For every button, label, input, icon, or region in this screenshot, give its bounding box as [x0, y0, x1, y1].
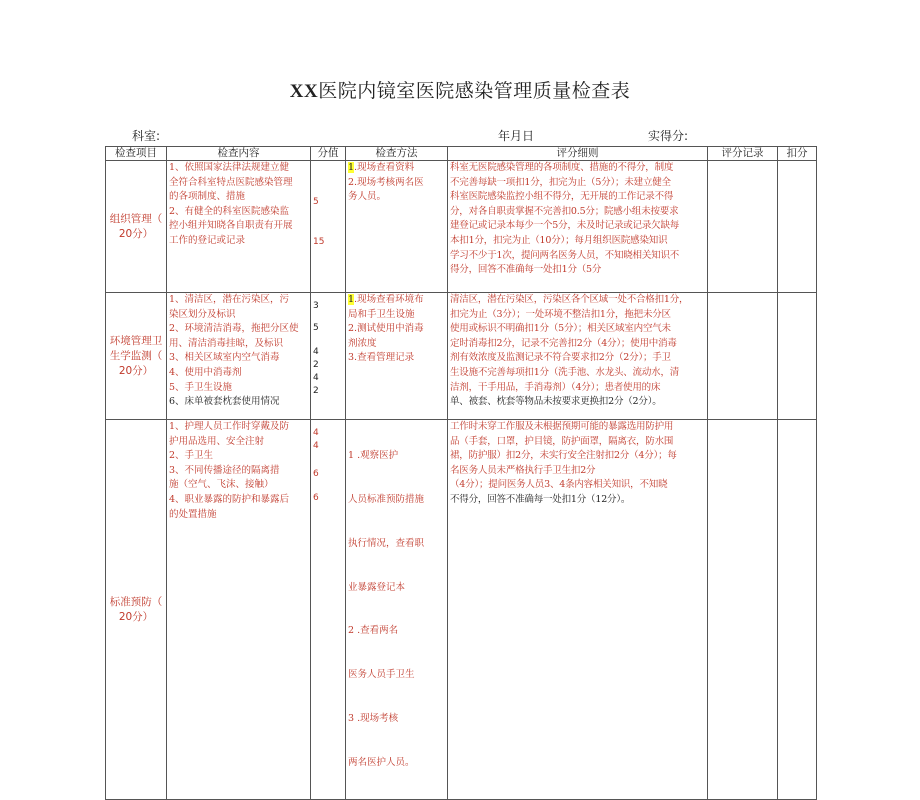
table-row [106, 293, 817, 420]
header-deduct: 扣分 [778, 147, 817, 161]
check-content: 1、依照国家法律法规建立健 全符合科室特点医院感染管理 的各项制度、措施 2、有健全的科室医院感染监 控小组并知晓各自职责有开展 工作的登记或记录 [167, 161, 311, 293]
check-item: 组织管理（ 20分） [106, 161, 167, 293]
header-detail: 评分细则 [448, 147, 708, 161]
table-header-row [106, 147, 817, 161]
table-row [106, 161, 817, 293]
header-item: 检查项目 [106, 147, 167, 161]
date-label: 年月日 [498, 129, 535, 143]
check-method: 1 .观察医护 人员标准预防措施 执行情况，查看职 业暴露登记本 2 .查看两名 医务人员手卫生 3 .现场考核 两名医护人员。 [346, 420, 448, 800]
score-record-cell[interactable] [708, 161, 778, 293]
score-record-cell[interactable] [708, 420, 778, 800]
score-detail: 清洁区，潜在污染区，污染区各个区域一处不合格扣1分， 扣完为止（3分）；一处环境不整洁扣1分，拖把未分区 使用或标识不明确扣1分（5分）；相关区域室内空气未 定时消毒扣2分，记录不完善扣2分（4分）；使用中消毒 剂有效浓度及监测记录不符合要求扣2分（2分）；手卫 生设施不完善每项扣1分（洗手池、水龙头、流动水，清 洁剂，干手用品，手消毒剂）（4分）；患者使用的床 单、被套、枕套等物品未按要求更换扣2分（2分）。 [448, 293, 708, 420]
header-record: 评分记录 [708, 147, 778, 161]
header-score: 分值 [311, 147, 346, 161]
header-method: 检查方法 [346, 147, 448, 161]
table-row [106, 420, 817, 800]
score-value: 3 5 4 2 4 2 [311, 293, 346, 420]
method-line: .现场查看资料 [354, 162, 415, 173]
score-value: 5 15 [311, 161, 346, 293]
check-item: 环境管理卫 生学监测（ 20分） [106, 293, 167, 420]
check-item: 标准预防（ 20分） [106, 420, 167, 800]
deduct-cell[interactable] [778, 293, 817, 420]
title-main: 医院内镜室医院感染管理质量检查表 [318, 80, 631, 102]
check-method: 1.现场查看资料 2.现场考核两名医 务人员。 [346, 161, 448, 293]
inspection-table [105, 146, 817, 800]
department-label: 科室: [132, 129, 161, 143]
score-detail: 工作时未穿工作服及未根据预期可能的暴露选用防护用 品（手套，口罩，护目镜，防护面罩，隔离衣，防水围 裙，防护服）扣2分，未实行安全注射扣2分（4分）；每 名医务人员未严格执行手卫生扣2分 （4分）；提问医务人员3、4条内容相关知识，不知晓 不得分，回答不准确每一处扣1分（12分）。 [448, 420, 708, 800]
page-title [0, 76, 920, 103]
score-record-cell[interactable] [708, 293, 778, 420]
header-content: 检查内容 [167, 147, 311, 161]
deduct-cell[interactable] [778, 161, 817, 293]
score-value: 4 4 6 6 [311, 420, 346, 800]
score-detail: 科室无医院感染管理的各项制度、措施的不得分，制度 不完善每缺一项扣1分，扣完为止（5分）；未建立健全 科室医院感染监控小组不得分，无开展的工作记录不得 分，对各自职责掌握不完善扣0.5分；院感小组未按要求 建登记或记录本每少一个5分，未及时记录或记录欠缺每 本扣1分，扣完为止（10分）；每月组织医院感染知识 学习不少于1次，提问两名医务人员，不知晓相关知识不 得分，回答不准确每一处扣1分（5分 [448, 161, 708, 293]
deduct-cell[interactable] [778, 420, 817, 800]
check-content: 1、清洁区，潜在污染区，污 染区划分及标识 2、环境清洁消毒，拖把分区使 用、清洁消毒挂晾，及标识 3、相关区域室内空气消毒 4、使用中消毒剂 5、手卫生设施 6、床单被套枕套使用情况 [167, 293, 311, 420]
score-label: 实得分: [648, 129, 689, 143]
check-content: 1、护理人员工作时穿戴及防 护用品选用、安全注射 2、手卫生 3、不同传播途径的隔离措 施（空气、飞沫、接触） 4、职业暴露的防护和暴露后 的处置措施 [167, 420, 311, 800]
title-prefix: XX [289, 81, 319, 102]
check-method: 1.现场查看环境布 局和手卫生设施 2.测试使用中消毒 剂浓度 3.查看管理记录 [346, 293, 448, 420]
